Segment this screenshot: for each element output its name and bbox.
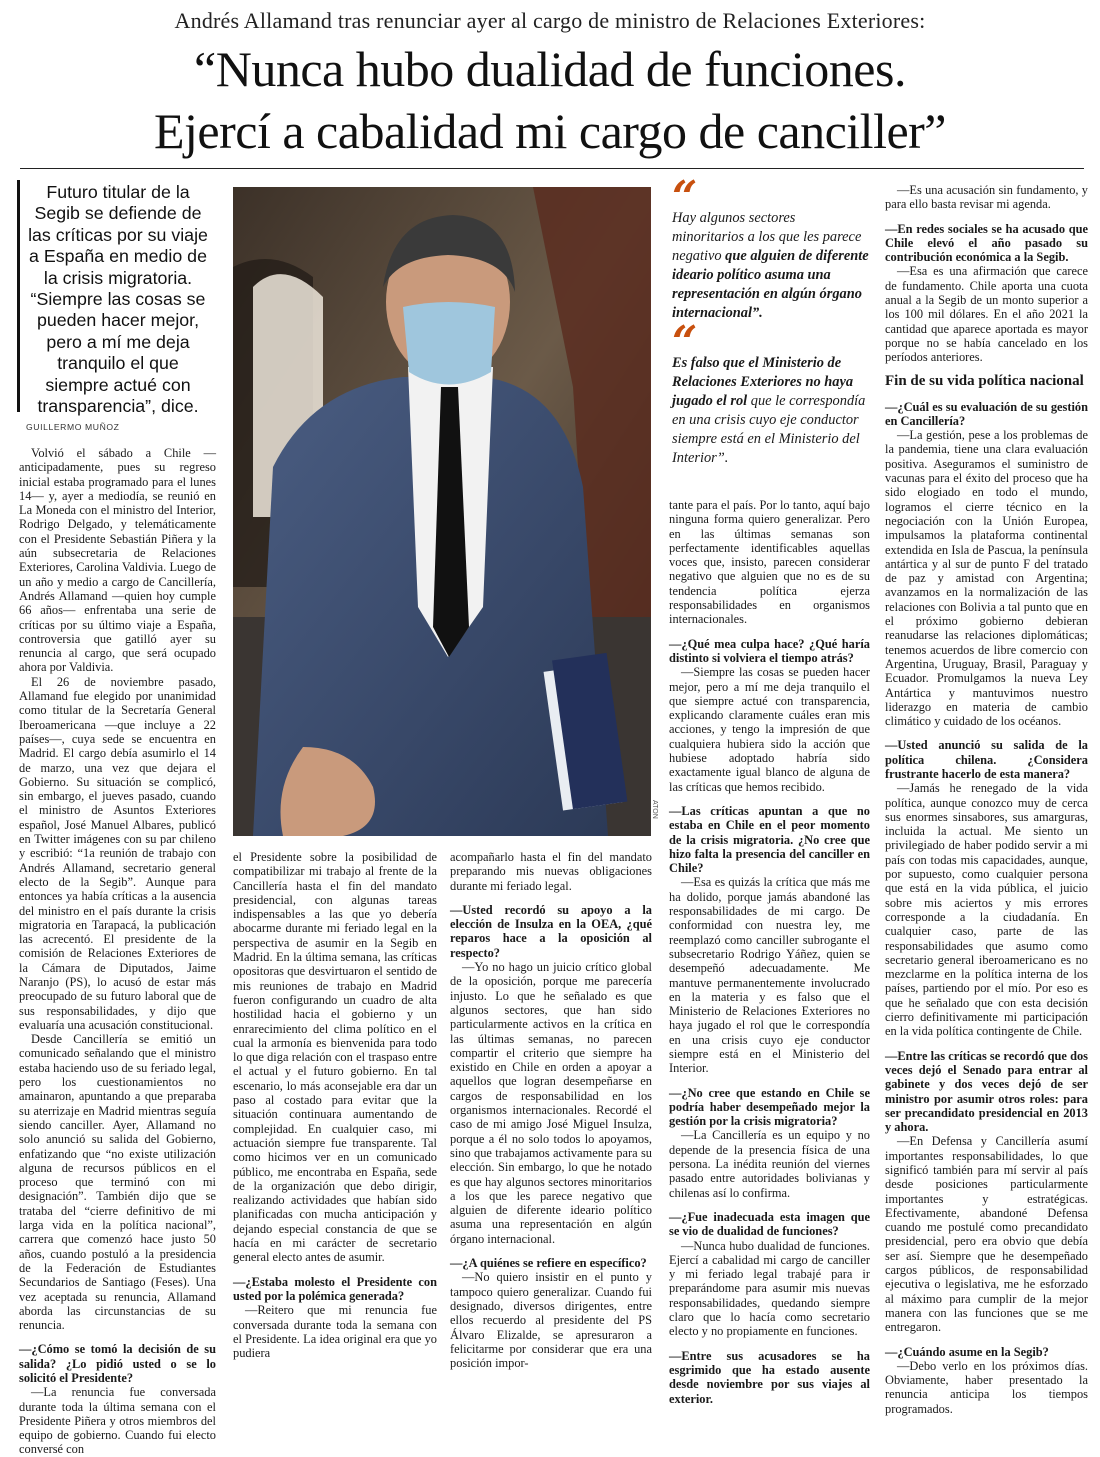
pull-quote-2-bold: Es falso que el Ministerio de Relaciones Exteriores no haya jugado el rol [672,355,854,409]
answer: —Debo verlo en los próximos días. Obviamente, haber presentado la renuncia anticipa los tiempos programados. [885,1358,1088,1416]
paragraph: El 26 de noviembre pasado, Allamand fue elegido por unanimidad como titular de la Secretaría General Iberoamericana —que incluye a 22 países—, cuya sede se encuentra en Madrid. El cargo debía asumirlo el 14 de marzo, una vez que dejara el Gobierno. Su situación se complicó, sin embargo, el jueves pasado, cuando el ministro de Asuntos Exteriores español, José Manuel Albares, publicó en Twitter imágenes con su par chileno y escribió: “1a reunión de trabajo con Andrés Allamand, secretario general electo de la Segib”. Aunque para entonces ya había críticas a la ausencia del ministro en el país durante la crisis migratoria en Tarapacá, la publicación las acrecentó. El presidente de la comisión de Relaciones Exteriores de la Cámara de Diputados, Jaime Naranjo (PS), lo acusó de estar más preocupado de su futuro laboral que de sus responsabilidades, y dijo que evaluaría una acusación constitucional. [19,674,216,1032]
answer: —Yo no hago un juicio crítico global de la oposición, porque me parecería injusto. Lo que he señalado es que algunos sectores, que han sido particularmente activos en la crítica en las últimas semanas, no parecen compartir el criterio que siempre ha existido en Chile en orden a apoyar a aquellos que logran desempeñarse en cargos de responsabilidad en los organismos internacionales. Recordé el caso de mi amigo José Miguel Insulza, porque a él no solo todos lo apoyamos, sino que trabajamos activamente para su elección. Sin embargo, lo que he notado es que hay algunos sectores minoritarios a los que les parece negativo que alguien de diferente ideario político asuma una representación en algún órgano internacional. [450,960,652,1246]
headline-line-2: Ejercí a cabalidad mi cargo de canciller” [154,103,946,159]
paragraph: acompañarlo hasta el fin del mandato preparando mis nuevas obligaciones durante mi feriado legal. [450,850,652,893]
paragraph: —Es una acusación sin fundamento, y para ello basta revisar mi agenda. [885,183,1088,212]
headline-line-1: “Nunca hubo dualidad de funciones. [194,41,906,97]
pull-quote-1-bold: que alguien de diferente ideario político asuma una representación en algún órgano internacional”. [672,248,869,321]
paragraph: tante para el país. Por lo tanto, aquí bajo ninguna forma quiero generalizar. Pero en las últimas semanas son perfectamente identificables aquellas voces que, insisto, parecen considerar negativo que alguien que no es de su tendencia política ejerza responsabilidades en organismos internacionales. [669,498,870,627]
question: —Usted anunció su salida de la política chilena. ¿Considera frustrante hacerlo de esta manera? [885,738,1088,781]
headline [0,38,1100,162]
paragraph: el Presidente sobre la posibilidad de compatibilizar mi trabajo al frente de la Cancillería hasta el fin del mandato presidencial, con algunas tareas indispensables a las que yo debería abocarme durante mi feriado legal en la perspectiva de asumir en la Segib en Madrid. En la última semana, las críticas opositoras que desvirtuaron el sentido de mis reuniones de trabajo en Madrid fueron configurando un cuadro de alta hostilidad hacia el gobierno y un enrarecimiento del clima político en el cual la armonía es bienvenida para todo lo que diga relación con el traspaso entre el actual y el futuro gobierno. En tal escenario, lo más aconsejable era dar un paso al costado para evitar que la situación continuara aumentando de complejidad. En cualquier caso, mi actuación siempre fue transparente. Tal como hicimos ver en un comunicado público, me encontraba en España, sede de la organización que debo dirigir, realizando actividades que habían sido planificadas con mucha anticipación y dejando especial constancia de que se hacía en mi carácter de secretario general electo antes de asumir. [233,850,437,1265]
pull-quote-2 [672,317,870,478]
minister-portrait-illustration [233,187,651,836]
question: —¿Cuál es su evaluación de su gestión en Cancillería? [885,399,1088,428]
question: —¿Fue inadecuada esta imagen que se vio de dualidad de funciones? [669,1209,870,1239]
question: —Entre las críticas se recordó que dos veces dejó el Senado para entrar al gabinete y dos veces dejó de ser ministro por asumir otros roles: para ser precandidato presidencial en 2013 y ahora. [885,1048,1088,1135]
pull-quote-1-text: Hay algunos sectores minoritarios a los que les parece negativo [672,210,862,264]
question: —¿Cómo se tomó la decisión de su salida? ¿Lo pidió usted o se lo solicitó el Presidente? [19,1342,216,1385]
quote-mark-icon: “ [672,317,698,368]
answer: —En Defensa y Cancillería asumí importantes responsabilidades, lo que significó también para mí servir al país desde posiciones particularmente importantes y estratégicas. Efectivamente, abandoné Defensa cuando me postulé como precandidato presidencial, pero era obvio que debía ser así. Siempre que he desempeñado cargos públicos, de responsabilidad ejecutiva o legislativa, me he esforzado al máximo para cumplir de la mejor manera con las funciones que se me entregaron. [885,1134,1088,1335]
answer: —Reitero que mi renuncia fue conversada durante toda la semana con el Presidente. La idea original era que yo pudiera [233,1303,437,1361]
header-rule [20,168,1084,169]
quote-mark-icon: “ [672,172,698,223]
answer: —Nunca hubo dualidad de funciones. Ejercí a cabalidad mi cargo de canciller y mi feriado legal trabajé para ir preparándome para asumir mis nuevas responsabilidades, quedando siempre claro que lo hacía como secretario electo y no propiamente en funciones. [669,1238,870,1339]
byline: GUILLERMO MUÑOZ [26,422,120,432]
answer: —No quiero insistir en el punto y tampoco quiero generalizar. Cuando fui designado, diversos dirigentes, entre ellos recuerdo al presidente del PS Álvaro Elizalde, se apresuraron a felicitarme por considerar que era una posición impor- [450,1270,652,1371]
photo-credit: ATON [651,800,658,819]
pull-quote-1 [672,172,870,321]
column-5 [885,183,1088,1416]
question: —En redes sociales se ha acusado que Chile elevó el año pasado su contribución económica a la Segib. [885,221,1088,265]
pull-quote-2-text: que le correspondía en una crisis cuyo eje conductor siempre está en el Ministerio del Interior”. [672,393,866,466]
answer: —La gestión, pese a los problemas de la pandemia, tiene una clara evaluación positiva. Aseguramos el suministro de vacunas para el éxito del proceso que ha sido elogiado en todo el mundo, logramos el cierre técnico en la negociación con la Unión Europea, impulsamos la plataforma continental extendida en Isla de Pascua, la península antártica y al sur de punto F del tratado de paz y amistad con Argentina; avanzamos en la normalización de las relaciones con Bolivia a tal punto que en el próximo gobierno debieran reanudarse las relaciones diplomáticas; tenemos acuerdos de libre comercio con Argentina, Uruguay, Brasil, Paraguay y Ecuador. Promulgamos la nueva Ley Antártica y mantuvimos nuestro liderazgo en materia de cambio climático y cuidado de los océanos. [885,428,1088,729]
question: —¿Cuándo asume en la Segib? [885,1344,1049,1359]
answer: —Esa es quizás la crítica que más me ha dolido, porque jamás abandoné las responsabilidades de mi cargo. De conformidad con nuestra ley, me reemplazó como canciller subrogante el subsecretario Rodrigo Yáñez, quien se desempeñó adecuadamente. Me mantuve permanentemente involucrado en la materia y es falso que el Ministerio de Relaciones Exteriores no haya jugado el rol que le correspondía en una crisis cuyo eje conductor siempre está en el Ministerio del Interior. [669,875,870,1076]
question: —Las críticas apuntan a que no estaba en Chile en el peor momento de la crisis migratoria. ¿No cree que hizo falta la presencia del canciller en Chile? [669,803,870,876]
lead-bar [17,180,20,412]
column-1 [19,446,216,1457]
question: —¿Estaba molesto el Presidente con usted por la polémica generada? [233,1274,437,1303]
answer: —La renuncia fue conversada durante toda la última semana con el Presidente Piñera y otros miembros del equipo de gobierno. Cuando fui electo conversé con [19,1385,216,1457]
question: —¿No cree que estando en Chile se podría haber desempeñado mejor la gestión por la crisis migratoria? [669,1085,870,1129]
question: —¿A quiénes se refiere en específico? [450,1256,647,1271]
answer: —Esa es una afirmación que carece de fundamento. Chile aporta una cuota anual a la Segib de un monto superior a los 100 mil dólares. En el año 2021 la cantidad que aparece aportada es mayor porque no se había cancelado en los períodos anteriores. [885,264,1088,365]
answer: —La Cancillería es un equipo y no depende de la presencia física de una persona. La inédita reunión del viernes pasado entre autoridades bolivianas y chilenas así lo confirma. [669,1128,870,1200]
paragraph: Desde Cancillería se emitió un comunicado señalando que el ministro estaba haciendo uso de su feriado legal, pero los cuestionamientos no amainaron, apuntando a que preparaba su aterrizaje en Madrid mientras seguía siendo canciller. Ayer, Allamand no solo anunció su salida del Gobierno, enfatizando que “no existe utilización alguna de recursos públicos en el proceso que terminó con mi designación”. También dijo que se trataba del “cierre definitivo de mi larga vida en la política nacional”, carrera que comenzó hace justo 50 años, cuando postuló a la presidencia de la Federación de Estudiantes Secundarios de Santiago (Feses). Una vez aceptada su renuncia, Allamand aborda las circunstancias de su renuncia. [19,1032,216,1333]
paragraph: Volvió el sábado a Chile —anticipadamente, pues su regreso inicial estaba programado para el lunes 14— y, ayer a mediodía, se reunió en La Moneda con el ministro del Interior, Rodrigo Delgado, y telemáticamente con el Presidente Sebastián Piñera y la aún subsecretaria de Relaciones Exteriores, Carolina Valdivia. Luego de un año y medio a cargo de Cancillería, Andrés Allamand —quien hoy cumple 66 años— enfrentaba una serie de críticas por su último viaje a España, controversia que gatilló ayer su renuncia al cargo, que será ocupado ahora por Valdivia. [19,446,216,675]
column-2 [233,850,437,1361]
column-3 [450,850,652,1371]
question: —Entre sus acusadores se ha esgrimido que ha estado ausente desde noviembre por sus viajes al exterior. [669,1348,870,1406]
kicker: Andrés Allamand tras renunciar ayer al cargo de ministro de Relaciones Exteriores: [174,8,926,33]
section-heading: Fin de su vida política nacional [885,372,1084,389]
answer: —Siempre las cosas se pueden hacer mejor, pero a mí me deja tranquilo el que siempre actué con transparencia, explicando claramente cuáles eran mis acciones, y tengo la impresión de que cualquiera hubiera sido la acción que hubiese adoptado habría sido exactamente igual blanco de alguna de las críticas que hemos recibido. [669,665,870,794]
lead-summary: Futuro titular de la Segib se defiende de las críticas por su viaje a España en medio de la crisis migratoria. “Siempre las cosas se pueden hacer mejor, pero a mí me deja tranquilo el que siempre actué con transparencia”, dice. [28,182,208,417]
question: —¿Qué mea culpa hace? ¿Qué haría distinto si volviera el tiempo atrás? [669,636,870,665]
column-4 [669,498,870,1406]
photo-minister [233,187,651,836]
answer: —Jamás he renegado de la vida política, aunque conozco muy de cerca sus enormes sinsabores, sus amarguras, incluida la actual. Me siento un privilegiado de haber podido servir a mi país con todas mis capacidades, aunque, por supuesto, como cualquier persona que está en la vida pública, el juicio sobre mis aciertos y mis errores corresponde a la ciudadanía. En cualquier caso, parte de las responsabilidades que asumo como secretario general iberoamericano es no mezclarme en la política interna de los países, partiendo por el mío. Por eso es que he señalado que con esta decisión cierro definitivamente mi participación en la vida política contingente de Chile. [885,781,1088,1039]
question: —Usted recordó su apoyo a la elección de Insulza en la OEA, ¿qué reparos hace a la oposición al respecto? [450,902,652,960]
